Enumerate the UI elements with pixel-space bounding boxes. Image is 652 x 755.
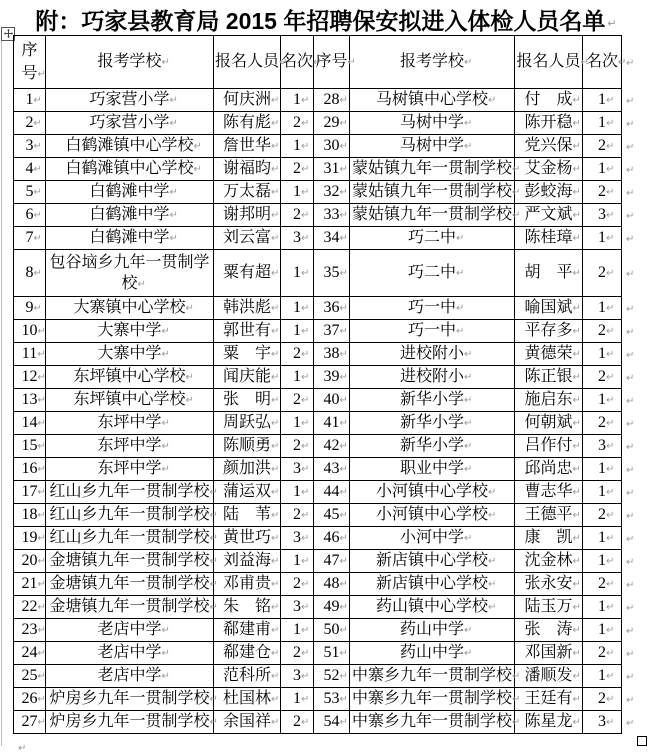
page-title: 附：巧家县教育局 2015 年招聘保安拟进入体检人员名单 ↵ (0, 3, 652, 36)
end-of-row-mark (622, 573, 646, 596)
name-cell: 黄德荣 ↵ (515, 343, 583, 366)
rank-cell: 3 ↵ (583, 204, 622, 227)
seq-cell: 1 ↵ (14, 89, 46, 112)
name-cell: 张永安 ↵ (515, 573, 583, 596)
end-of-row-mark (622, 435, 646, 458)
rank-cell: 1 ↵ (281, 550, 314, 573)
name-cell: 陈有彪 ↵ (214, 112, 281, 135)
rank-cell: 1 ↵ (583, 481, 622, 504)
name-cell: 沈金林 ↵ (515, 550, 583, 573)
end-of-row-mark (622, 389, 646, 412)
school-cell: 包谷垴乡九年一贯制学校 ↵ (46, 250, 214, 297)
school-cell: 东坪中学 ↵ (46, 435, 214, 458)
seq-cell: 10 ↵ (14, 320, 46, 343)
rank-cell: 1 ↵ (583, 297, 622, 320)
table-row (14, 181, 646, 204)
school-cell: 巧一中 ↵ (350, 297, 515, 320)
seq-cell: 11 ↵ (14, 343, 46, 366)
seq-cell: 37 ↵ (314, 320, 350, 343)
name-cell: 粟 宇 ↵ (214, 343, 281, 366)
rank-cell: 1 ↵ (281, 481, 314, 504)
name-cell: 何朝斌 ↵ (515, 412, 583, 435)
seq-cell: 45 ↵ (314, 504, 350, 527)
rank-cell: 1 ↵ (583, 458, 622, 481)
name-cell: 邱尚忠 ↵ (515, 458, 583, 481)
school-cell: 马树镇中心学校 ↵ (350, 89, 515, 112)
school-cell: 中寨乡九年一贯制学校 ↵ (350, 711, 515, 734)
seq-cell: 24 ↵ (14, 642, 46, 665)
rank-cell: 1 ↵ (281, 366, 314, 389)
rank-cell: 2 ↵ (281, 642, 314, 665)
name-cell: 黄世巧 ↵ (214, 527, 281, 550)
rank-cell: 2 ↵ (583, 181, 622, 204)
header-row (14, 36, 646, 89)
rank-cell: 1 ↵ (583, 550, 622, 573)
table-row (14, 435, 646, 458)
rank-cell: 1 ↵ (583, 227, 622, 250)
end-of-row-mark (622, 527, 646, 550)
school-cell: 巧家营小学 ↵ (46, 112, 214, 135)
rank-cell: 2 ↵ (281, 711, 314, 734)
name-cell: 杜国林 ↵ (214, 688, 281, 711)
rank-cell: 2 ↵ (281, 112, 314, 135)
rank-cell: 2 ↵ (281, 343, 314, 366)
rank-cell: 2 ↵ (281, 158, 314, 181)
seq-cell: 49 ↵ (314, 596, 350, 619)
end-of-row-mark (622, 458, 646, 481)
seq-cell: 36 ↵ (314, 297, 350, 320)
name-cell: 彭蛟海 ↵ (515, 181, 583, 204)
rank-cell: 2 ↵ (583, 642, 622, 665)
seq-cell: 13 ↵ (14, 389, 46, 412)
end-of-row-mark (622, 481, 646, 504)
seq-cell: 17 ↵ (14, 481, 46, 504)
seq-cell: 2 ↵ (14, 112, 46, 135)
rank-cell: 1 ↵ (583, 596, 622, 619)
seq-header: 序号 ↵ (14, 36, 46, 89)
school-cell: 老店中学 ↵ (46, 665, 214, 688)
seq-cell: 41 ↵ (314, 412, 350, 435)
table-row (14, 320, 646, 343)
school-cell: 红山乡九年一贯制学校 ↵ (46, 527, 214, 550)
rank-cell: 1 ↵ (281, 135, 314, 158)
seq-cell: 26 ↵ (14, 688, 46, 711)
seq-cell: 5 ↵ (14, 181, 46, 204)
seq-cell: 15 ↵ (14, 435, 46, 458)
end-of-row-mark (622, 366, 646, 389)
table-row (14, 504, 646, 527)
table-row (14, 688, 646, 711)
end-of-row-mark (622, 181, 646, 204)
name-cell: 潘顺发 ↵ (515, 665, 583, 688)
seq-cell: 27 ↵ (14, 711, 46, 734)
paragraph-mark (18, 738, 26, 755)
school-cell: 东坪中学 ↵ (46, 412, 214, 435)
seq-cell: 16 ↵ (14, 458, 46, 481)
seq-cell: 53 ↵ (314, 688, 350, 711)
name-cell: 谢福昀 ↵ (214, 158, 281, 181)
table-row (14, 227, 646, 250)
name-cell: 陈星龙 ↵ (515, 711, 583, 734)
table-row (14, 619, 646, 642)
name-cell: 朱 铭 ↵ (214, 596, 281, 619)
seq-cell: 48 ↵ (314, 573, 350, 596)
name-cell: 施启东 ↵ (515, 389, 583, 412)
name-cell: 陆 苇 ↵ (214, 504, 281, 527)
school-cell: 大寨镇中心学校 ↵ (46, 297, 214, 320)
school-cell: 马树中学 ↵ (350, 112, 515, 135)
seq-cell: 20 ↵ (14, 550, 46, 573)
end-of-row-mark (622, 711, 646, 734)
name-cell: 郗建甫 ↵ (214, 619, 281, 642)
seq-cell: 35 ↵ (314, 250, 350, 297)
seq-cell: 21 ↵ (14, 573, 46, 596)
seq-cell: 38 ↵ (314, 343, 350, 366)
rank-cell: 3 ↵ (583, 711, 622, 734)
seq-cell: 4 ↵ (14, 158, 46, 181)
name-cell: 郗建仓 ↵ (214, 642, 281, 665)
seq-cell: 52 ↵ (314, 665, 350, 688)
school-cell: 进校附小 ↵ (350, 366, 515, 389)
end-of-row-mark (622, 89, 646, 112)
name-cell: 喻国斌 ↵ (515, 297, 583, 320)
school-cell: 红山乡九年一贯制学校 ↵ (46, 504, 214, 527)
name-cell: 何庆洲 ↵ (214, 89, 281, 112)
school-header: 报考学校 ↵ (46, 36, 214, 89)
table-row (14, 481, 646, 504)
table-row (14, 573, 646, 596)
school-cell: 大寨中学 ↵ (46, 343, 214, 366)
table-row (14, 135, 646, 158)
name-cell: 谢邦明 ↵ (214, 204, 281, 227)
rank-cell: 2 ↵ (281, 204, 314, 227)
name-cell: 蒲运双 ↵ (214, 481, 281, 504)
rank-cell: 1 ↵ (583, 619, 622, 642)
name-cell: 严文斌 ↵ (515, 204, 583, 227)
school-cell: 马树中学 ↵ (350, 135, 515, 158)
rank-cell: 2 ↵ (583, 135, 622, 158)
rank-cell: 2 ↵ (281, 573, 314, 596)
school-cell: 职业中学 ↵ (350, 458, 515, 481)
seq-header: 序号 ↵ (314, 36, 350, 89)
seq-cell: 19 ↵ (14, 527, 46, 550)
name-cell: 张 明 ↵ (214, 389, 281, 412)
school-cell: 新华小学 ↵ (350, 389, 515, 412)
table-row (14, 366, 646, 389)
table-row (14, 596, 646, 619)
school-cell: 金塘镇九年一贯制学校 ↵ (46, 573, 214, 596)
name-cell: 党兴保 ↵ (515, 135, 583, 158)
table-row (14, 158, 646, 181)
seq-cell: 9 ↵ (14, 297, 46, 320)
rank-cell: 2 ↵ (583, 504, 622, 527)
end-of-row-mark (622, 158, 646, 181)
name-cell: 颜加洪 ↵ (214, 458, 281, 481)
rank-cell: 1 ↵ (281, 181, 314, 204)
school-cell: 药山中学 ↵ (350, 642, 515, 665)
seq-cell: 22 ↵ (14, 596, 46, 619)
rank-cell: 2 ↵ (281, 504, 314, 527)
text-boundary-line (1, 28, 2, 746)
rank-cell: 1 ↵ (583, 158, 622, 181)
rank-cell: 1 ↵ (281, 619, 314, 642)
rank-cell: 1 ↵ (583, 112, 622, 135)
rank-cell: 1 ↵ (583, 343, 622, 366)
seq-cell: 40 ↵ (314, 389, 350, 412)
rank-cell: 1 ↵ (583, 665, 622, 688)
seq-cell: 33 ↵ (314, 204, 350, 227)
table-resize-handle[interactable] (637, 736, 647, 746)
end-of-row-mark (622, 227, 646, 250)
table-row (14, 711, 646, 734)
end-of-row-mark (622, 250, 646, 297)
name-cell: 陈桂璋 ↵ (515, 227, 583, 250)
rank-cell: 3 ↵ (281, 227, 314, 250)
name-cell: 陈正银 ↵ (515, 366, 583, 389)
name-cell: 粟有超 ↵ (214, 250, 281, 297)
seq-cell: 29 ↵ (314, 112, 350, 135)
name-cell: 刘益海 ↵ (214, 550, 281, 573)
rank-cell: 3 ↵ (281, 527, 314, 550)
rank-cell: 1 ↵ (281, 688, 314, 711)
name-cell: 余国祥 ↵ (214, 711, 281, 734)
table-row (14, 89, 646, 112)
school-cell: 小河镇中心学校 ↵ (350, 504, 515, 527)
table-row (14, 204, 646, 227)
name-cell: 郭世有 ↵ (214, 320, 281, 343)
school-cell: 中寨乡九年一贯制学校 ↵ (350, 688, 515, 711)
seq-cell: 6 ↵ (14, 204, 46, 227)
rank-cell: 3 ↵ (281, 458, 314, 481)
school-cell: 药山中学 ↵ (350, 619, 515, 642)
school-cell: 金塘镇九年一贯制学校 ↵ (46, 550, 214, 573)
end-of-row-mark (622, 596, 646, 619)
name-cell: 平存多 ↵ (515, 320, 583, 343)
school-cell: 小河中学 ↵ (350, 527, 515, 550)
school-cell: 东坪镇中心学校 ↵ (46, 389, 214, 412)
school-cell: 巧家营小学 ↵ (46, 89, 214, 112)
seq-cell: 51 ↵ (314, 642, 350, 665)
school-cell: 巧二中 ↵ (350, 250, 515, 297)
table-row (14, 527, 646, 550)
school-cell: 炉房乡九年一贯制学校 ↵ (46, 688, 214, 711)
school-cell: 白鹤滩中学 ↵ (46, 204, 214, 227)
seq-cell: 46 ↵ (314, 527, 350, 550)
name-cell: 曹志华 ↵ (515, 481, 583, 504)
name-cell: 胡 平 ↵ (515, 250, 583, 297)
school-cell: 蒙姑镇九年一贯制学校 ↵ (350, 204, 515, 227)
rank-cell: 3 ↵ (281, 665, 314, 688)
candidates-table (13, 35, 646, 734)
school-cell: 中寨乡九年一贯制学校 ↵ (350, 665, 515, 688)
name-cell: 韩洪彪 ↵ (214, 297, 281, 320)
name-cell: 刘云富 ↵ (214, 227, 281, 250)
end-of-row-mark (622, 135, 646, 158)
seq-cell: 7 ↵ (14, 227, 46, 250)
name-cell: 邓国新 ↵ (515, 642, 583, 665)
seq-cell: 54 ↵ (314, 711, 350, 734)
name-cell: 付 成 ↵ (515, 89, 583, 112)
seq-cell: 14 ↵ (14, 412, 46, 435)
end-of-row-mark (622, 550, 646, 573)
rank-cell: 2 ↵ (583, 573, 622, 596)
school-cell: 蒙姑镇九年一贯制学校 ↵ (350, 181, 515, 204)
seq-cell: 34 ↵ (314, 227, 350, 250)
rank-cell: 2 ↵ (583, 688, 622, 711)
seq-cell: 47 ↵ (314, 550, 350, 573)
seq-cell: 50 ↵ (314, 619, 350, 642)
table-row (14, 343, 646, 366)
school-cell: 小河镇中心学校 ↵ (350, 481, 515, 504)
end-of-row-mark (622, 619, 646, 642)
school-cell: 炉房乡九年一贯制学校 ↵ (46, 711, 214, 734)
rank-cell: 2 ↵ (583, 320, 622, 343)
seq-cell: 31 ↵ (314, 158, 350, 181)
rank-cell: 2 ↵ (583, 412, 622, 435)
name-cell: 陈开稳 ↵ (515, 112, 583, 135)
name-cell: 吕作付 ↵ (515, 435, 583, 458)
table-row (14, 250, 646, 297)
end-of-row-mark (622, 320, 646, 343)
school-cell: 新华小学 ↵ (350, 435, 515, 458)
table-row (14, 550, 646, 573)
name-cell: 王德平 ↵ (515, 504, 583, 527)
name-cell: 万太磊 ↵ (214, 181, 281, 204)
seq-cell: 44 ↵ (314, 481, 350, 504)
name-cell: 范科所 ↵ (214, 665, 281, 688)
school-cell: 巧一中 ↵ (350, 320, 515, 343)
rank-cell: 1 ↵ (583, 527, 622, 550)
seq-cell: 32 ↵ (314, 181, 350, 204)
seq-cell: 43 ↵ (314, 458, 350, 481)
rank-cell: 1 ↵ (281, 89, 314, 112)
end-of-row-mark (622, 688, 646, 711)
table-row (14, 389, 646, 412)
school-cell: 金塘镇九年一贯制学校 ↵ (46, 596, 214, 619)
end-of-row-mark (622, 412, 646, 435)
table-row (14, 297, 646, 320)
rank-header: 名次 ↵ (583, 36, 622, 89)
rank-cell: 3 ↵ (281, 596, 314, 619)
rank-cell: 2 ↵ (583, 366, 622, 389)
seq-cell: 28 ↵ (314, 89, 350, 112)
school-header: 报考学校 ↵ (350, 36, 515, 89)
end-of-row-mark (622, 112, 646, 135)
seq-cell: 12 ↵ (14, 366, 46, 389)
school-cell: 药山镇中心学校 ↵ (350, 596, 515, 619)
name-cell: 康 凯 ↵ (515, 527, 583, 550)
table-row (14, 112, 646, 135)
school-cell: 白鹤滩中学 ↵ (46, 227, 214, 250)
end-of-row-mark (622, 36, 646, 89)
name-cell: 陈顺勇 ↵ (214, 435, 281, 458)
school-cell: 老店中学 ↵ (46, 619, 214, 642)
name-cell: 周跃弘 ↵ (214, 412, 281, 435)
person-header: 报名人员 ↵ (515, 36, 583, 89)
end-of-row-mark (622, 343, 646, 366)
end-of-row-mark (622, 642, 646, 665)
rank-cell: 2 ↵ (583, 250, 622, 297)
rank-cell: 1 ↵ (281, 297, 314, 320)
rank-cell: 1 ↵ (281, 250, 314, 297)
seq-cell: 3 ↵ (14, 135, 46, 158)
school-cell: 蒙姑镇九年一贯制学校 ↵ (350, 158, 515, 181)
end-of-row-mark (622, 297, 646, 320)
seq-cell: 18 ↵ (14, 504, 46, 527)
school-cell: 新店镇中心学校 ↵ (350, 550, 515, 573)
name-cell: 陆玉万 ↵ (515, 596, 583, 619)
school-cell: 巧二中 ↵ (350, 227, 515, 250)
school-cell: 白鹤滩镇中心学校 ↵ (46, 158, 214, 181)
seq-cell: 8 ↵ (14, 250, 46, 297)
seq-cell: 39 ↵ (314, 366, 350, 389)
rank-cell: 1 ↵ (281, 412, 314, 435)
school-cell: 东坪中学 ↵ (46, 458, 214, 481)
seq-cell: 42 ↵ (314, 435, 350, 458)
name-cell: 詹世华 ↵ (214, 135, 281, 158)
school-cell: 大寨中学 ↵ (46, 320, 214, 343)
name-cell: 张 涛 ↵ (515, 619, 583, 642)
end-of-row-mark (622, 665, 646, 688)
school-cell: 进校附小 ↵ (350, 343, 515, 366)
name-cell: 王廷有 ↵ (515, 688, 583, 711)
table-row (14, 665, 646, 688)
rank-cell: 1 ↵ (583, 389, 622, 412)
school-cell: 白鹤滩中学 ↵ (46, 181, 214, 204)
school-cell: 新店镇中心学校 ↵ (350, 573, 515, 596)
table-row (14, 642, 646, 665)
school-cell: 新华小学 ↵ (350, 412, 515, 435)
name-cell: 艾金杨 ↵ (515, 158, 583, 181)
rank-cell: 2 ↵ (281, 389, 314, 412)
end-of-row-mark (622, 204, 646, 227)
rank-cell: 2 ↵ (281, 435, 314, 458)
name-cell: 邓甫贵 ↵ (214, 573, 281, 596)
seq-cell: 23 ↵ (14, 619, 46, 642)
end-of-row-mark (622, 504, 646, 527)
rank-cell: 1 ↵ (583, 89, 622, 112)
rank-cell: 1 ↵ (281, 320, 314, 343)
school-cell: 白鹤滩镇中心学校 ↵ (46, 135, 214, 158)
school-cell: 红山乡九年一贯制学校 ↵ (46, 481, 214, 504)
table-row (14, 412, 646, 435)
table-row (14, 458, 646, 481)
school-cell: 老店中学 ↵ (46, 642, 214, 665)
school-cell: 东坪镇中心学校 ↵ (46, 366, 214, 389)
seq-cell: 30 ↵ (314, 135, 350, 158)
person-header: 报名人员 ↵ (214, 36, 281, 89)
rank-header: 名次 ↵ (281, 36, 314, 89)
name-cell: 闻庆能 ↵ (214, 366, 281, 389)
rank-cell: 3 ↵ (583, 435, 622, 458)
seq-cell: 25 ↵ (14, 665, 46, 688)
